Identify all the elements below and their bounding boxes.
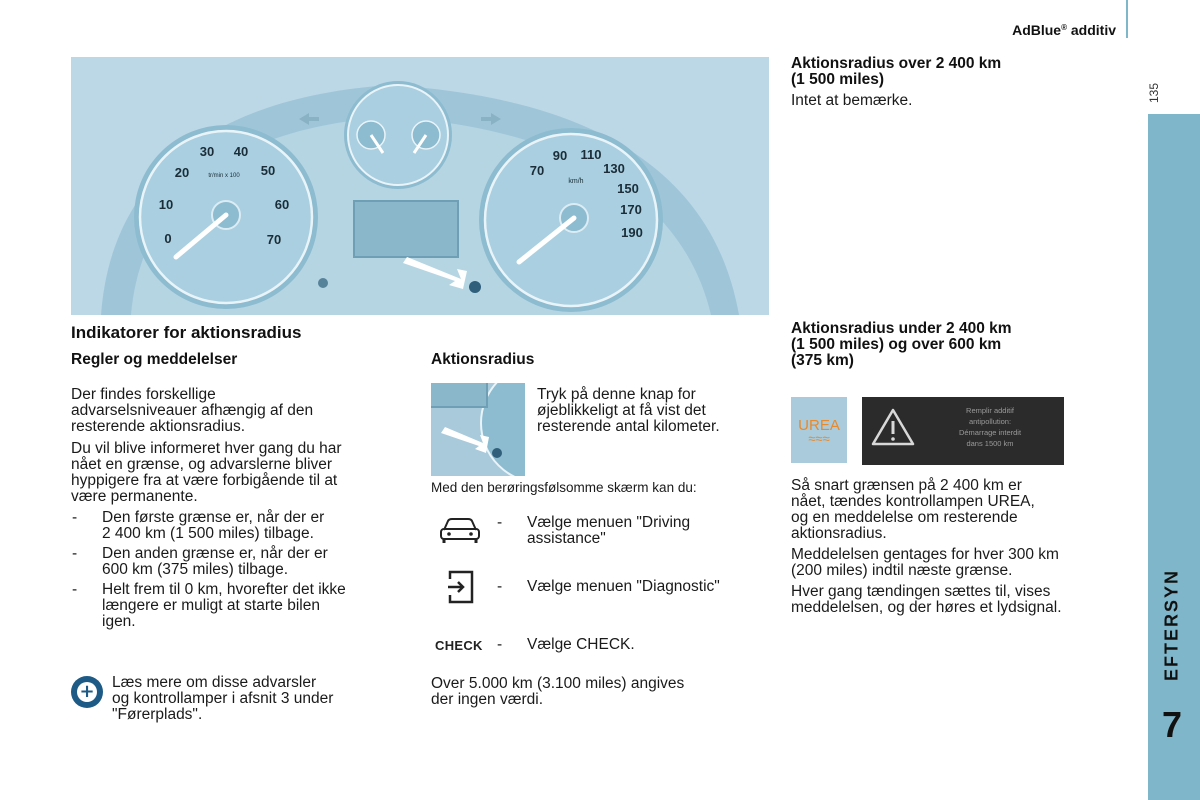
touchscreen-intro: Med den berøringsfølsomme skærm kan du:	[431, 480, 697, 495]
urea-warning-lamp	[791, 397, 847, 463]
list-item: - Den første grænse er, når der er 2 400 km (1 500 miles) tilbage.	[72, 509, 325, 542]
rev-tick-20: 20	[174, 165, 190, 180]
range-over-text: Intet at bemærke.	[791, 92, 913, 109]
speed-tick-150: 150	[617, 181, 639, 196]
range-under-heading: Aktionsradius under 2 400 km (1 500 miles) og over 600 km (375 km)	[791, 320, 1012, 369]
speed-tick-110: 110	[580, 147, 602, 162]
urea-label: UREA	[798, 416, 840, 434]
inform-paragraph: Du vil blive informeret hver gang du har nået en grænse, og advarslerne bliver hyppigere fra at være forbigående til at være permanente.	[71, 440, 342, 505]
rules-heading: Regler og meddelelser	[71, 351, 238, 368]
chapter-tab	[1148, 114, 1200, 800]
diagnostic-icon	[446, 569, 476, 605]
info-note: Læs mere om disse advarsler og kontrollamper i afsnit 3 under "Førerplads".	[112, 674, 334, 723]
chapter-number: 7	[1161, 704, 1183, 745]
car-icon	[438, 516, 482, 544]
rev-tick-50: 50	[260, 163, 276, 178]
button-detail-illustration	[431, 383, 525, 476]
item-dash: -	[497, 636, 503, 653]
intro-paragraph: Der findes forskellige advarselsniveauer afhængig af den resterende aktionsradius.	[71, 386, 314, 435]
section-title: Indikatorer for aktionsradius	[71, 323, 302, 342]
speed-unit: km/h	[568, 178, 584, 185]
instrument-cluster-illustration	[71, 57, 769, 315]
list-item: - Helt frem til 0 km, hvorefter det ikke længere er muligt at starte bilen igen.	[72, 581, 346, 630]
speed-tick-190: 190	[621, 225, 643, 240]
warning-triangle-icon	[870, 407, 916, 447]
page-number: 135	[1147, 82, 1161, 104]
range-heading: Aktionsradius	[431, 351, 535, 368]
list-item: - Den anden grænse er, når der er 600 km (375 miles) tilbage.	[72, 545, 328, 578]
speed-tick-70: 70	[529, 163, 545, 178]
item-dash: -	[497, 578, 503, 595]
warning-message-text: Remplir additif antipollution: Démarrage interdit dans 1500 km	[958, 406, 1022, 448]
item-dash: -	[497, 514, 503, 531]
range-over-heading: Aktionsradius over 2 400 km (1 500 miles)	[791, 55, 1002, 88]
urea-paragraph: Så snart grænsen på 2 400 km er nået, tændes kontrollampen UREA, og en meddelelse om resterende aktionsradius.	[791, 477, 1035, 542]
driving-assistance-text: Vælge menuen "Driving assistance"	[527, 514, 691, 547]
chapter-label: EFTERSYN	[1161, 569, 1182, 682]
rev-tick-60: 60	[274, 197, 290, 212]
speed-tick-130: 130	[603, 161, 625, 176]
diagnostic-text: Vælge menuen "Diagnostic"	[527, 578, 720, 595]
header-rule	[1126, 0, 1128, 38]
page-header-title: AdBlue® additiv	[1012, 22, 1116, 38]
rev-tick-30: 30	[199, 144, 215, 159]
check-label: CHECK	[435, 638, 483, 653]
limit-list	[71, 510, 346, 634]
repeat-paragraph: Meddelelsen gentages for hver 300 km (200 miles) indtil næste grænse.	[791, 546, 1059, 579]
rev-tick-70: 70	[266, 232, 282, 247]
range-footer-note: Over 5.000 km (3.100 miles) angives der ingen værdi.	[431, 675, 685, 708]
rev-tick-40: 40	[233, 144, 249, 159]
info-plus-icon: +	[71, 676, 103, 708]
warning-message-panel	[862, 397, 1064, 465]
rev-unit: tr/min x 100	[208, 173, 240, 179]
rev-tick-0: 0	[164, 231, 172, 246]
rev-tick-10: 10	[158, 197, 174, 212]
speed-tick-90: 90	[552, 148, 568, 163]
speed-tick-170: 170	[620, 202, 642, 217]
check-text: Vælge CHECK.	[527, 636, 635, 653]
ignition-paragraph: Hver gang tændingen sættes til, vises meddelelsen, og der høres et lydsignal.	[791, 583, 1062, 616]
press-button-text: Tryk på denne knap for øjeblikkeligt at få vist det resterende antal kilometer.	[537, 386, 720, 435]
urea-waves-icon: ≈≈≈	[808, 430, 830, 446]
